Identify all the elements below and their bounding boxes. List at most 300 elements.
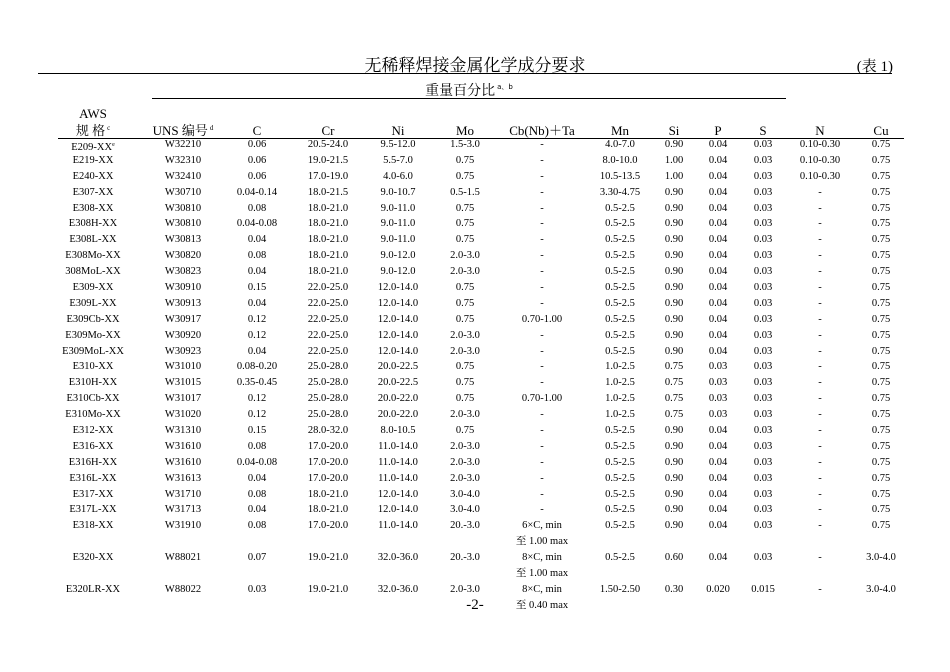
cell-n: - xyxy=(818,488,822,500)
cell-aws: E309Mo-XX xyxy=(65,329,121,341)
cell-p: 0.04 xyxy=(708,218,728,230)
cell-n: - xyxy=(818,393,822,405)
col-header-cr: Cr xyxy=(321,123,335,138)
cell-aws: E309L-XX xyxy=(69,297,117,309)
cell-c: 0.06 xyxy=(247,154,267,166)
col-header-cu: Cu xyxy=(873,123,889,138)
cell-mo: 2.0-3.0 xyxy=(450,440,480,452)
cell-cr: 19.0-21.0 xyxy=(307,552,349,564)
cell-cbnbta: - xyxy=(540,361,544,373)
cell-p: 0.04 xyxy=(708,488,728,500)
cell-n: - xyxy=(818,440,822,452)
cell-ni: 20.0-22.5 xyxy=(377,361,419,373)
cell-uns: W30917 xyxy=(164,313,202,325)
cell-uns: W31613 xyxy=(164,472,202,484)
cell-mo: 1.5-3.0 xyxy=(450,139,480,150)
cell-s: 0.03 xyxy=(753,297,773,309)
top-rule xyxy=(38,73,892,74)
cell-si: 0.30 xyxy=(664,583,684,595)
cell-uns: W31713 xyxy=(164,504,202,516)
cell-c: 0.08 xyxy=(247,202,267,214)
cell-s: 0.03 xyxy=(753,552,773,564)
cell-mn: 0.5-2.5 xyxy=(605,345,635,357)
cell-n: - xyxy=(818,186,822,198)
cell-mo: 0.75 xyxy=(455,377,475,389)
col-header-s: S xyxy=(759,123,767,138)
cell-c: 0.08 xyxy=(247,488,267,500)
cell-uns: W88021 xyxy=(164,552,202,564)
cell-mn: 4.0-7.0 xyxy=(605,139,635,150)
cell-cbnbta: 至 1.00 max xyxy=(515,536,569,548)
cell-cu: 0.75 xyxy=(871,440,891,452)
cell-aws: E308L-XX xyxy=(69,234,117,246)
cell-s: 0.03 xyxy=(753,139,773,150)
cell-ni: 11.0-14.0 xyxy=(378,472,418,484)
cell-si: 0.90 xyxy=(664,504,684,516)
table-row xyxy=(0,330,950,346)
cell-cu: 3.0-4.0 xyxy=(866,552,896,564)
cell-cr: 18.0-21.0 xyxy=(307,488,349,500)
cell-cu: 0.75 xyxy=(871,520,891,532)
cell-cu: 0.75 xyxy=(871,186,891,198)
weight-percent-subheading xyxy=(152,80,786,100)
cell-p: 0.04 xyxy=(708,552,728,564)
table-row xyxy=(0,536,950,552)
cell-si: 0.90 xyxy=(664,202,684,214)
cell-uns: W31710 xyxy=(164,488,202,500)
cell-n: - xyxy=(818,297,822,309)
cell-p: 0.04 xyxy=(708,282,728,294)
cell-ni: 11.0-14.0 xyxy=(378,456,418,468)
cell-n: - xyxy=(818,409,822,421)
cell-si: 0.90 xyxy=(664,218,684,230)
cell-mo: 0.75 xyxy=(455,218,475,230)
cell-cu: 0.75 xyxy=(871,250,891,262)
cell-n: - xyxy=(818,520,822,532)
cell-ni: 20.0-22.5 xyxy=(377,377,419,389)
cell-n: - xyxy=(818,234,822,246)
col-header-aws-line1: AWS xyxy=(79,106,107,121)
cell-s: 0.03 xyxy=(753,282,773,294)
cell-ni: 9.0-10.7 xyxy=(380,186,416,198)
cell-cu: 0.75 xyxy=(871,266,891,278)
cell-n: - xyxy=(818,377,822,389)
cell-cbnbta: - xyxy=(540,425,544,437)
cell-mo: 2.0-3.0 xyxy=(450,266,480,278)
cell-p: 0.04 xyxy=(708,202,728,214)
cell-c: 0.12 xyxy=(247,409,267,421)
table-row xyxy=(0,266,950,282)
cell-cbnbta: - xyxy=(540,488,544,500)
cell-ni: 4.0-6.0 xyxy=(383,170,413,182)
cell-c: 0.04 xyxy=(247,297,267,309)
cell-cbnbta: - xyxy=(540,186,544,198)
col-header-mo: Mo xyxy=(455,123,475,138)
cell-ni: 20.0-22.0 xyxy=(377,409,419,421)
table-row xyxy=(0,346,950,362)
cell-aws: E209-XXe xyxy=(71,142,115,153)
cell-cu: 0.75 xyxy=(871,139,891,150)
cell-ni: 9.5-12.0 xyxy=(380,139,416,150)
cell-p: 0.04 xyxy=(708,297,728,309)
cell-n: - xyxy=(818,504,822,516)
cell-n: - xyxy=(818,218,822,230)
cell-cu: 0.75 xyxy=(871,456,891,468)
cell-aws: E318-XX xyxy=(72,520,114,532)
cell-c: 0.06 xyxy=(247,170,267,182)
cell-uns: W88022 xyxy=(164,583,202,595)
cell-cu: 0.75 xyxy=(871,282,891,294)
cell-p: 0.04 xyxy=(708,472,728,484)
table-row xyxy=(0,425,950,441)
cell-p: 0.03 xyxy=(708,409,728,421)
cell-cu: 0.75 xyxy=(871,361,891,373)
cell-s: 0.03 xyxy=(753,520,773,532)
cell-c: 0.04 xyxy=(247,345,267,357)
cell-n: 0.10-0.30 xyxy=(799,170,841,182)
cell-cr: 17.0-20.0 xyxy=(307,520,349,532)
cell-mn: 0.5-2.5 xyxy=(605,504,635,516)
cell-cbnbta: - xyxy=(540,154,544,166)
cell-si: 0.90 xyxy=(664,266,684,278)
cell-s: 0.03 xyxy=(753,170,773,182)
cell-si: 0.75 xyxy=(664,361,684,373)
cell-c: 0.12 xyxy=(247,393,267,405)
cell-cbnbta: - xyxy=(540,377,544,389)
cell-cr: 18.0-21.0 xyxy=(307,266,349,278)
cell-n: 0.10-0.30 xyxy=(799,139,841,150)
cell-ni: 12.0-14.0 xyxy=(377,345,419,357)
table-row xyxy=(0,314,950,330)
cell-s: 0.03 xyxy=(753,504,773,516)
col-header-uns: UNS 编号 $^d$ xyxy=(152,123,214,138)
cell-mo: 0.75 xyxy=(455,297,475,309)
cell-n: - xyxy=(818,202,822,214)
cell-cr: 18.0-21.0 xyxy=(307,250,349,262)
cell-p: 0.04 xyxy=(708,425,728,437)
cell-cbnbta: - xyxy=(540,440,544,452)
cell-s: 0.03 xyxy=(753,186,773,198)
cell-ni: 12.0-14.0 xyxy=(377,488,419,500)
cell-aws: E310-XX xyxy=(72,361,114,373)
cell-si: 0.75 xyxy=(664,409,684,421)
cell-aws: E308H-XX xyxy=(68,218,118,230)
cell-c: 0.08 xyxy=(247,250,267,262)
cell-s: 0.03 xyxy=(753,472,773,484)
cell-mo: 2.0-3.0 xyxy=(450,583,480,595)
cell-p: 0.04 xyxy=(708,154,728,166)
cell-mn: 0.5-2.5 xyxy=(605,440,635,452)
cell-mn: 3.30-4.75 xyxy=(599,186,641,198)
subheading-label: 重量百分比 xyxy=(425,83,496,99)
cell-ni: 8.0-10.5 xyxy=(380,425,416,437)
cell-aws: E219-XX xyxy=(72,154,114,166)
cell-cbnbta: - xyxy=(540,218,544,230)
cell-aws: E308Mo-XX xyxy=(65,250,121,262)
cell-aws: E317L-XX xyxy=(69,504,117,516)
table-row xyxy=(0,203,950,219)
cell-si: 0.90 xyxy=(664,456,684,468)
cell-ni: 20.0-22.0 xyxy=(377,393,419,405)
cell-s: 0.03 xyxy=(753,425,773,437)
cell-ni: 12.0-14.0 xyxy=(377,504,419,516)
table-number: (表 1) xyxy=(856,59,893,75)
page-number: -2- xyxy=(466,597,484,613)
cell-s: 0.03 xyxy=(753,329,773,341)
cell-p: 0.03 xyxy=(708,361,728,373)
cell-ni: 12.0-14.0 xyxy=(377,297,419,309)
cell-aws: E240-XX xyxy=(72,170,114,182)
col-header-si: Si xyxy=(668,123,680,138)
cell-mn: 0.5-2.5 xyxy=(605,282,635,294)
cell-p: 0.04 xyxy=(708,520,728,532)
cell-cr: 19.0-21.5 xyxy=(307,154,349,166)
cell-s: 0.03 xyxy=(753,361,773,373)
cell-p: 0.04 xyxy=(708,186,728,198)
table-row xyxy=(0,139,950,155)
cell-n: - xyxy=(818,250,822,262)
cell-cu: 0.75 xyxy=(871,488,891,500)
cell-mn: 1.0-2.5 xyxy=(605,377,635,389)
cell-c: 0.35-0.45 xyxy=(236,377,278,389)
cell-ni: 9.0-12.0 xyxy=(380,250,416,262)
cell-mn: 8.0-10.0 xyxy=(602,154,638,166)
col-header-aws-line2: 规 格 $^c$ xyxy=(75,123,111,138)
cell-c: 0.04 xyxy=(247,266,267,278)
cell-cr: 17.0-20.0 xyxy=(307,440,349,452)
cell-cu: 0.75 xyxy=(871,313,891,325)
cell-c: 0.08-0.20 xyxy=(236,361,278,373)
cell-cbnbta: - xyxy=(540,297,544,309)
cell-uns: W32210 xyxy=(164,139,202,150)
cell-cr: 22.0-25.0 xyxy=(307,313,349,325)
cell-cr: 17.0-20.0 xyxy=(307,456,349,468)
cell-cbnbta: - xyxy=(540,472,544,484)
cell-aws: E320-XX xyxy=(72,552,114,564)
cell-mo: 0.75 xyxy=(455,282,475,294)
cell-uns: W31610 xyxy=(164,440,202,452)
cell-cr: 25.0-28.0 xyxy=(307,393,349,405)
cell-n: - xyxy=(818,282,822,294)
table-row xyxy=(0,361,950,377)
table-row xyxy=(0,377,950,393)
cell-cr: 28.0-32.0 xyxy=(307,425,349,437)
cell-cbnbta: - xyxy=(540,504,544,516)
cell-si: 0.90 xyxy=(664,234,684,246)
cell-uns: W31017 xyxy=(164,393,202,405)
table-row xyxy=(0,298,950,314)
cell-aws: E309-XX xyxy=(72,282,114,294)
cell-uns: W30913 xyxy=(164,297,202,309)
cell-p: 0.04 xyxy=(708,234,728,246)
cell-ni: 9.0-12.0 xyxy=(380,266,416,278)
cell-cu: 0.75 xyxy=(871,472,891,484)
cell-mo: 0.75 xyxy=(455,170,475,182)
cell-mn: 0.5-2.5 xyxy=(605,472,635,484)
col-header-ni: Ni xyxy=(391,123,405,138)
cell-cbnbta: 至 0.40 max xyxy=(515,599,569,611)
cell-cu: 0.75 xyxy=(871,234,891,246)
cell-mn: 1.50-2.50 xyxy=(599,583,641,595)
table-row xyxy=(0,155,950,171)
cell-cbnbta: - xyxy=(540,345,544,357)
cell-mo: 0.75 xyxy=(455,202,475,214)
cell-c: 0.06 xyxy=(247,139,267,150)
cell-s: 0.03 xyxy=(753,409,773,421)
cell-p: 0.03 xyxy=(708,377,728,389)
cell-p: 0.04 xyxy=(708,456,728,468)
cell-aws: E309MoL-XX xyxy=(62,345,124,357)
cell-s: 0.03 xyxy=(753,440,773,452)
cell-n: - xyxy=(818,456,822,468)
cell-cbnbta: - xyxy=(540,409,544,421)
cell-si: 0.60 xyxy=(664,552,684,564)
cell-mo: 2.0-3.0 xyxy=(450,329,480,341)
cell-cbnbta: 0.70-1.00 xyxy=(521,313,563,325)
cell-ni: 9.0-11.0 xyxy=(380,218,416,230)
cell-cr: 25.0-28.0 xyxy=(307,377,349,389)
cell-mn: 0.5-2.5 xyxy=(605,488,635,500)
table-row xyxy=(0,171,950,187)
cell-uns: W30820 xyxy=(164,250,202,262)
cell-uns: W30710 xyxy=(164,186,202,198)
cell-mo: 0.75 xyxy=(455,425,475,437)
cell-uns: W30823 xyxy=(164,266,202,278)
cell-aws: E310H-XX xyxy=(68,377,118,389)
table-row xyxy=(0,489,950,505)
cell-uns: W30923 xyxy=(164,345,202,357)
table-row xyxy=(0,218,950,234)
cell-si: 0.90 xyxy=(664,297,684,309)
cell-s: 0.03 xyxy=(753,393,773,405)
cell-s: 0.03 xyxy=(753,266,773,278)
cell-uns: W30813 xyxy=(164,234,202,246)
cell-cbnbta: - xyxy=(540,250,544,262)
cell-s: 0.03 xyxy=(753,234,773,246)
cell-n: - xyxy=(818,361,822,373)
cell-cr: 22.0-25.0 xyxy=(307,329,349,341)
cell-uns: W31020 xyxy=(164,409,202,421)
cell-mn: 1.0-2.5 xyxy=(605,409,635,421)
cell-c: 0.15 xyxy=(247,282,267,294)
cell-mo: 0.75 xyxy=(455,234,475,246)
cell-uns: W30810 xyxy=(164,202,202,214)
cell-p: 0.04 xyxy=(708,250,728,262)
cell-ni: 12.0-14.0 xyxy=(377,329,419,341)
table-row xyxy=(0,234,950,250)
cell-mn: 0.5-2.5 xyxy=(605,266,635,278)
cell-ni: 12.0-14.0 xyxy=(377,282,419,294)
cell-n: - xyxy=(818,313,822,325)
cell-uns: W31015 xyxy=(164,377,202,389)
cell-cu: 0.75 xyxy=(871,377,891,389)
cell-n: - xyxy=(818,425,822,437)
cell-cu: 0.75 xyxy=(871,393,891,405)
cell-mo: 20.-3.0 xyxy=(450,520,480,532)
cell-uns: W30810 xyxy=(164,218,202,230)
cell-mn: 0.5-2.5 xyxy=(605,202,635,214)
cell-p: 0.04 xyxy=(708,313,728,325)
cell-cu: 0.75 xyxy=(871,170,891,182)
cell-aws: E307-XX xyxy=(72,186,114,198)
cell-s: 0.03 xyxy=(753,154,773,166)
cell-mo: 2.0-3.0 xyxy=(450,456,480,468)
cell-mo: 3.0-4.0 xyxy=(450,488,480,500)
cell-aws: E310Cb-XX xyxy=(66,393,120,405)
cell-aws: E308-XX xyxy=(72,202,114,214)
cell-cr: 18.0-21.0 xyxy=(307,202,349,214)
cell-cbnbta: - xyxy=(540,139,544,150)
cell-mo: 0.75 xyxy=(455,154,475,166)
cell-cu: 0.75 xyxy=(871,345,891,357)
table-row xyxy=(0,441,950,457)
cell-mo: 2.0-3.0 xyxy=(450,409,480,421)
cell-cr: 20.5-24.0 xyxy=(307,139,349,150)
cell-uns: W31610 xyxy=(164,456,202,468)
table-row xyxy=(0,568,950,584)
table-body xyxy=(0,139,950,616)
cell-ni: 9.0-11.0 xyxy=(380,202,416,214)
cell-cu: 0.75 xyxy=(871,504,891,516)
cell-c: 0.12 xyxy=(247,329,267,341)
cell-mo: 2.0-3.0 xyxy=(450,250,480,262)
cell-si: 0.90 xyxy=(664,282,684,294)
cell-mn: 10.5-13.5 xyxy=(599,170,641,182)
cell-aws: E316-XX xyxy=(72,440,114,452)
cell-aws-note: e xyxy=(112,142,115,148)
cell-cr: 17.0-19.0 xyxy=(307,170,349,182)
cell-cbnbta: - xyxy=(540,202,544,214)
table-row xyxy=(0,457,950,473)
table-row xyxy=(0,552,950,568)
cell-cr: 18.0-21.5 xyxy=(307,186,349,198)
cell-n: - xyxy=(818,266,822,278)
cell-cr: 25.0-28.0 xyxy=(307,409,349,421)
cell-p: 0.03 xyxy=(708,393,728,405)
cell-si: 1.00 xyxy=(664,154,684,166)
cell-s: 0.03 xyxy=(753,202,773,214)
cell-c: 0.07 xyxy=(247,552,267,564)
table-row xyxy=(0,520,950,536)
col-header-p: P xyxy=(714,123,722,138)
cell-si: 0.90 xyxy=(664,345,684,357)
cell-c: 0.04-0.14 xyxy=(236,186,278,198)
col-header-n: N xyxy=(815,123,825,138)
cell-mn: 0.5-2.5 xyxy=(605,425,635,437)
cell-cu: 3.0-4.0 xyxy=(866,583,896,595)
table-row xyxy=(0,393,950,409)
cell-cr: 17.0-20.0 xyxy=(307,472,349,484)
cell-c: 0.04 xyxy=(247,234,267,246)
cell-mn: 0.5-2.5 xyxy=(605,297,635,309)
cell-aws: E317-XX xyxy=(72,488,114,500)
cell-aws: E310Mo-XX xyxy=(65,409,121,421)
table-row xyxy=(0,473,950,489)
cell-cr: 22.0-25.0 xyxy=(307,345,349,357)
cell-cbnbta: 8×C, min xyxy=(522,552,562,564)
table-row xyxy=(0,409,950,425)
cell-cbnbta: 6×C, min xyxy=(522,520,562,532)
cell-cbnbta: - xyxy=(540,282,544,294)
cell-p: 0.020 xyxy=(706,583,730,595)
cell-aws: E312-XX xyxy=(72,425,114,437)
cell-si: 0.90 xyxy=(664,250,684,262)
cell-ni: 9.0-11.0 xyxy=(380,234,416,246)
cell-ni: 32.0-36.0 xyxy=(377,552,419,564)
cell-si: 1.00 xyxy=(664,170,684,182)
cell-c: 0.03 xyxy=(247,583,267,595)
cell-ni: 11.0-14.0 xyxy=(378,440,418,452)
